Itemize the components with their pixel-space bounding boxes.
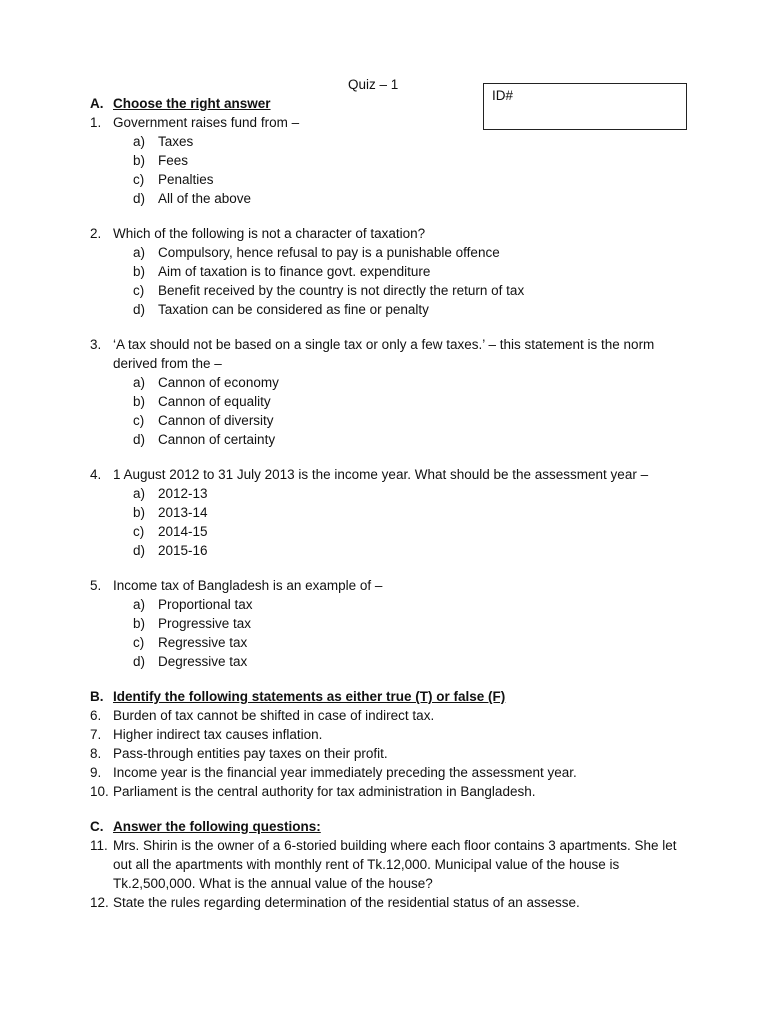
question-text: Which of the following is not a character of taxation?	[113, 226, 426, 241]
option-text: 2014-15	[158, 524, 208, 539]
option	[90, 189, 690, 208]
question-number: 12.	[90, 895, 109, 910]
option-letter: b)	[133, 394, 146, 409]
question-5	[90, 576, 690, 595]
option-letter: c)	[133, 524, 145, 539]
option	[90, 170, 690, 189]
option	[90, 484, 690, 503]
option	[90, 411, 690, 430]
option-letter: c)	[133, 413, 145, 428]
section-a-heading	[90, 94, 690, 113]
question-number: 1.	[90, 115, 102, 130]
question-number: 5.	[90, 578, 102, 593]
option-letter: d)	[133, 654, 146, 669]
question-text: State the rules regarding determination of the residential status of an assesse.	[113, 895, 580, 910]
option	[90, 373, 690, 392]
quiz-title: Quiz – 1	[348, 77, 399, 92]
option-text: Compulsory, hence refusal to pay is a punishable offence	[158, 245, 500, 260]
question-2	[90, 224, 690, 243]
option-letter: c)	[133, 283, 145, 298]
question-11	[90, 836, 690, 893]
option	[90, 595, 690, 614]
option-letter: d)	[133, 543, 146, 558]
option-letter: c)	[133, 172, 145, 187]
option	[90, 541, 690, 560]
statement-number: 8.	[90, 746, 102, 761]
option	[90, 614, 690, 633]
option-letter: a)	[133, 134, 146, 149]
question-text: Mrs. Shirin is the owner of a 6-storied building where each floor contains 3 apartments. She let out all the apartments with monthly rent of Tk.12,000. Municipal value of the house is Tk.2,500,000. What is the annual value of the house?	[113, 838, 677, 891]
question-text: ‘A tax should not be based on a single tax or only a few taxes.’ – this statement is the norm derived from the –	[113, 337, 655, 371]
option	[90, 300, 690, 319]
question-1	[90, 113, 690, 132]
option-text: Degressive tax	[158, 654, 248, 669]
section-b-heading	[90, 687, 690, 706]
statement-10	[90, 782, 690, 801]
option-text: Taxes	[158, 134, 194, 149]
question-text: Government raises fund from –	[113, 115, 300, 130]
question-number: 11.	[90, 838, 108, 853]
option-text: Regressive tax	[158, 635, 248, 650]
option	[90, 262, 690, 281]
option	[90, 652, 690, 671]
statement-text: Burden of tax cannot be shifted in case of indirect tax.	[113, 708, 435, 723]
option-letter: d)	[133, 191, 146, 206]
option	[90, 392, 690, 411]
option-text: Cannon of diversity	[158, 413, 274, 428]
statement-number: 6.	[90, 708, 102, 723]
option-text: Cannon of equality	[158, 394, 271, 409]
option-text: All of the above	[158, 191, 252, 206]
statement-text: Income year is the financial year immediately preceding the assessment year.	[113, 765, 577, 780]
option-text: 2015-16	[158, 543, 208, 558]
option-letter: a)	[133, 597, 146, 612]
question-12	[90, 893, 690, 912]
option-letter: b)	[133, 616, 146, 631]
id-label: ID#	[492, 88, 514, 103]
option-letter: d)	[133, 302, 146, 317]
statement-6	[90, 706, 690, 725]
option-letter: c)	[133, 635, 145, 650]
option-letter: b)	[133, 153, 146, 168]
option-text: Benefit received by the country is not directly the return of tax	[158, 283, 525, 298]
option-letter: a)	[133, 375, 146, 390]
statement-text: Pass-through entities pay taxes on their profit.	[113, 746, 388, 761]
question-number: 4.	[90, 467, 102, 482]
section-title: Identify the following statements as either true (T) or false (F)	[113, 689, 506, 704]
option-text: Aim of taxation is to finance govt. expenditure	[158, 264, 431, 279]
option-letter: a)	[133, 486, 146, 501]
option-text: Penalties	[158, 172, 214, 187]
option-letter: b)	[133, 264, 146, 279]
question-number: 2.	[90, 226, 102, 241]
option-text: Cannon of economy	[158, 375, 279, 390]
option	[90, 243, 690, 262]
quiz-content	[90, 94, 690, 912]
option-letter: a)	[133, 245, 146, 260]
option-text: Fees	[158, 153, 189, 168]
section-c-heading	[90, 817, 690, 836]
option	[90, 503, 690, 522]
option-letter: b)	[133, 505, 146, 520]
option	[90, 633, 690, 652]
statement-7	[90, 725, 690, 744]
section-marker: B.	[90, 689, 104, 704]
section-title: Answer the following questions:	[113, 819, 321, 834]
section-marker: A.	[90, 96, 104, 111]
option-text: Progressive tax	[158, 616, 252, 631]
section-title: Choose the right answer	[113, 96, 271, 111]
statement-number: 10.	[90, 784, 109, 799]
question-text: 1 August 2012 to 31 July 2013 is the income year. What should be the assessment year –	[113, 467, 649, 482]
question-number: 3.	[90, 337, 102, 352]
question-4	[90, 465, 690, 484]
option	[90, 151, 690, 170]
statement-9	[90, 763, 690, 782]
statement-number: 9.	[90, 765, 102, 780]
question-text: Income tax of Bangladesh is an example of –	[113, 578, 383, 593]
section-marker: C.	[90, 819, 104, 834]
statement-8	[90, 744, 690, 763]
option-letter: d)	[133, 432, 146, 447]
option-text: Proportional tax	[158, 597, 253, 612]
option-text: 2012-13	[158, 486, 208, 501]
option	[90, 522, 690, 541]
statement-number: 7.	[90, 727, 102, 742]
option-text: Cannon of certainty	[158, 432, 276, 447]
statement-text: Higher indirect tax causes inflation.	[113, 727, 323, 742]
option	[90, 430, 690, 449]
option	[90, 132, 690, 151]
option-text: 2013-14	[158, 505, 208, 520]
statement-text: Parliament is the central authority for tax administration in Bangladesh.	[113, 784, 536, 799]
option	[90, 281, 690, 300]
option-text: Taxation can be considered as fine or penalty	[158, 302, 429, 317]
question-3	[90, 335, 690, 373]
